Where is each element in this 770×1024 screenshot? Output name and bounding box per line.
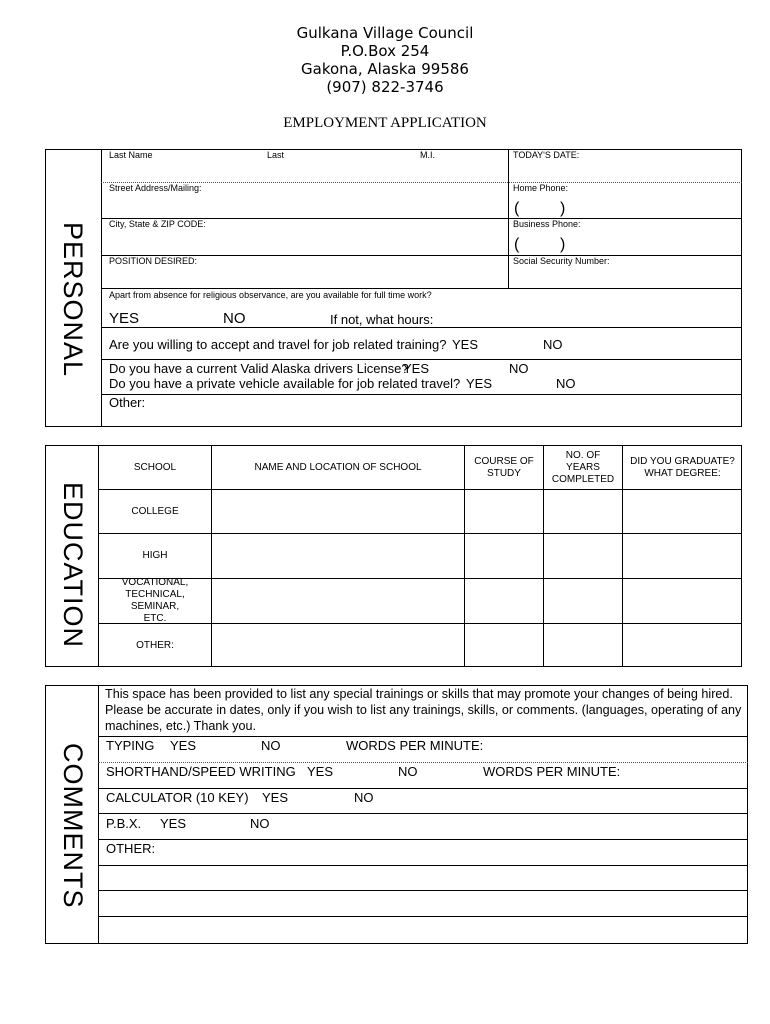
vocational-name-input[interactable]: [213, 580, 463, 622]
other-years-input[interactable]: [545, 625, 621, 666]
col-graduate-degree: DID YOU GRADUATE? WHAT DEGREE:: [630, 455, 735, 479]
comments-section-label: COMMENTS: [58, 743, 88, 909]
last-label: Last: [267, 150, 285, 160]
business-phone-input[interactable]: [570, 231, 738, 253]
license-question: Do you have a current Valid Alaska drivers License?: [109, 361, 409, 376]
row-vocational: VOCATIONAL, TECHNICAL, SEMINAR, ETC.: [121, 577, 189, 624]
license-yes[interactable]: YES: [403, 361, 430, 376]
shorthand-wpm-label: WORDS PER MINUTE:: [483, 764, 621, 779]
col-years-completed: NO. OF YEARS COMPLETED: [551, 449, 615, 485]
name-input[interactable]: [109, 162, 504, 181]
high-years-input[interactable]: [545, 535, 621, 577]
other-course-input[interactable]: [466, 625, 542, 666]
vehicle-yes[interactable]: YES: [466, 376, 493, 391]
position-desired-label: POSITION DESIRED:: [109, 256, 198, 266]
street-address-input[interactable]: [109, 195, 504, 217]
vocational-years-input[interactable]: [545, 580, 621, 622]
page-title: EMPLOYMENT APPLICATION: [283, 115, 487, 131]
org-address-1: P.O.Box 254: [340, 42, 430, 60]
ssn-label: Social Security Number:: [513, 256, 610, 266]
business-phone-paren-open: (: [514, 236, 520, 253]
org-name: Gulkana Village Council: [296, 24, 474, 42]
business-phone-paren-close: ): [560, 236, 566, 253]
home-phone-label: Home Phone:: [513, 183, 569, 193]
college-degree-input[interactable]: [624, 491, 741, 532]
row-high: HIGH: [142, 550, 168, 561]
col-name-location: NAME AND LOCATION OF SCHOOL: [254, 461, 422, 473]
high-course-input[interactable]: [466, 535, 542, 577]
comments-other-input[interactable]: [160, 841, 745, 863]
typing-yes[interactable]: YES: [170, 738, 197, 753]
home-phone-paren-close: ): [560, 200, 566, 217]
fulltime-yes[interactable]: YES: [109, 310, 140, 327]
shorthand-no[interactable]: NO: [398, 764, 418, 779]
education-section-label: EDUCATION: [58, 482, 88, 649]
city-state-zip-label: City, State & ZIP CODE:: [109, 219, 206, 229]
comments-other-label: OTHER:: [106, 841, 156, 856]
personal-other-label: Other:: [109, 395, 146, 410]
ssn-input[interactable]: [512, 268, 738, 287]
col-school: SCHOOL: [133, 461, 177, 473]
personal-other-input[interactable]: [150, 396, 738, 424]
row-college: COLLEGE: [131, 505, 179, 517]
row-other: OTHER:: [136, 639, 174, 651]
comments-intro: This space has been provided to list any special trainings or skills that may promote your changes of being hired. Please be accurate in dates, only if you wish to list any trainings, skills, or comments. (languages, operating of any machines, etc.) Thank you.: [105, 687, 742, 733]
vehicle-question: Do you have a private vehicle available for job related travel?: [109, 376, 461, 391]
calculator-yes[interactable]: YES: [262, 790, 289, 805]
mi-label: M.I.: [420, 150, 435, 160]
other-degree-input[interactable]: [624, 625, 741, 666]
pbx-no[interactable]: NO: [250, 816, 270, 831]
comments-line-1[interactable]: [100, 867, 745, 889]
street-address-label: Street Address/Mailing:: [109, 183, 202, 193]
home-phone-paren-open: (: [514, 200, 520, 217]
travel-yes[interactable]: YES: [452, 337, 479, 352]
calculator-label: CALCULATOR (10 KEY): [106, 790, 249, 805]
travel-question: Are you willing to accept and travel for job related training?: [109, 337, 447, 352]
todays-date-label: TODAY'S DATE:: [513, 150, 580, 160]
calculator-no[interactable]: NO: [354, 790, 374, 805]
shorthand-label: SHORTHAND/SPEED WRITING: [106, 764, 296, 779]
shorthand-yes[interactable]: YES: [307, 764, 334, 779]
comments-line-2[interactable]: [100, 892, 745, 914]
vocational-course-input[interactable]: [466, 580, 542, 622]
typing-label: TYPING: [106, 738, 155, 753]
fulltime-hours-label: If not, what hours:: [330, 312, 434, 327]
college-course-input[interactable]: [466, 491, 542, 532]
fulltime-question: Apart from absence for religious observance, are you available for full time work?: [109, 290, 432, 300]
fulltime-no[interactable]: NO: [223, 310, 246, 327]
personal-section-label: PERSONAL: [58, 222, 88, 378]
pbx-label: P.B.X.: [106, 816, 142, 831]
home-phone-input[interactable]: [570, 195, 738, 217]
city-state-zip-input[interactable]: [109, 231, 504, 253]
high-name-input[interactable]: [213, 535, 463, 577]
travel-no[interactable]: NO: [543, 337, 563, 352]
last-name-label: Last Name: [109, 150, 153, 160]
license-no[interactable]: NO: [509, 361, 529, 376]
org-phone: (907) 822-3746: [326, 78, 444, 96]
business-phone-label: Business Phone:: [513, 219, 581, 229]
vocational-degree-input[interactable]: [624, 580, 741, 622]
pbx-yes[interactable]: YES: [160, 816, 187, 831]
college-name-input[interactable]: [213, 491, 463, 532]
todays-date-input[interactable]: [512, 162, 738, 181]
typing-wpm-label: WORDS PER MINUTE:: [346, 738, 484, 753]
position-desired-input[interactable]: [109, 268, 504, 287]
high-degree-input[interactable]: [624, 535, 741, 577]
vehicle-no[interactable]: NO: [556, 376, 576, 391]
comments-line-3[interactable]: [100, 918, 745, 942]
other-name-input[interactable]: [213, 625, 463, 666]
college-years-input[interactable]: [545, 491, 621, 532]
typing-no[interactable]: NO: [261, 738, 281, 753]
org-address-2: Gakona, Alaska 99586: [301, 60, 469, 78]
col-course-of-study: COURSE OF STUDY: [474, 455, 534, 479]
